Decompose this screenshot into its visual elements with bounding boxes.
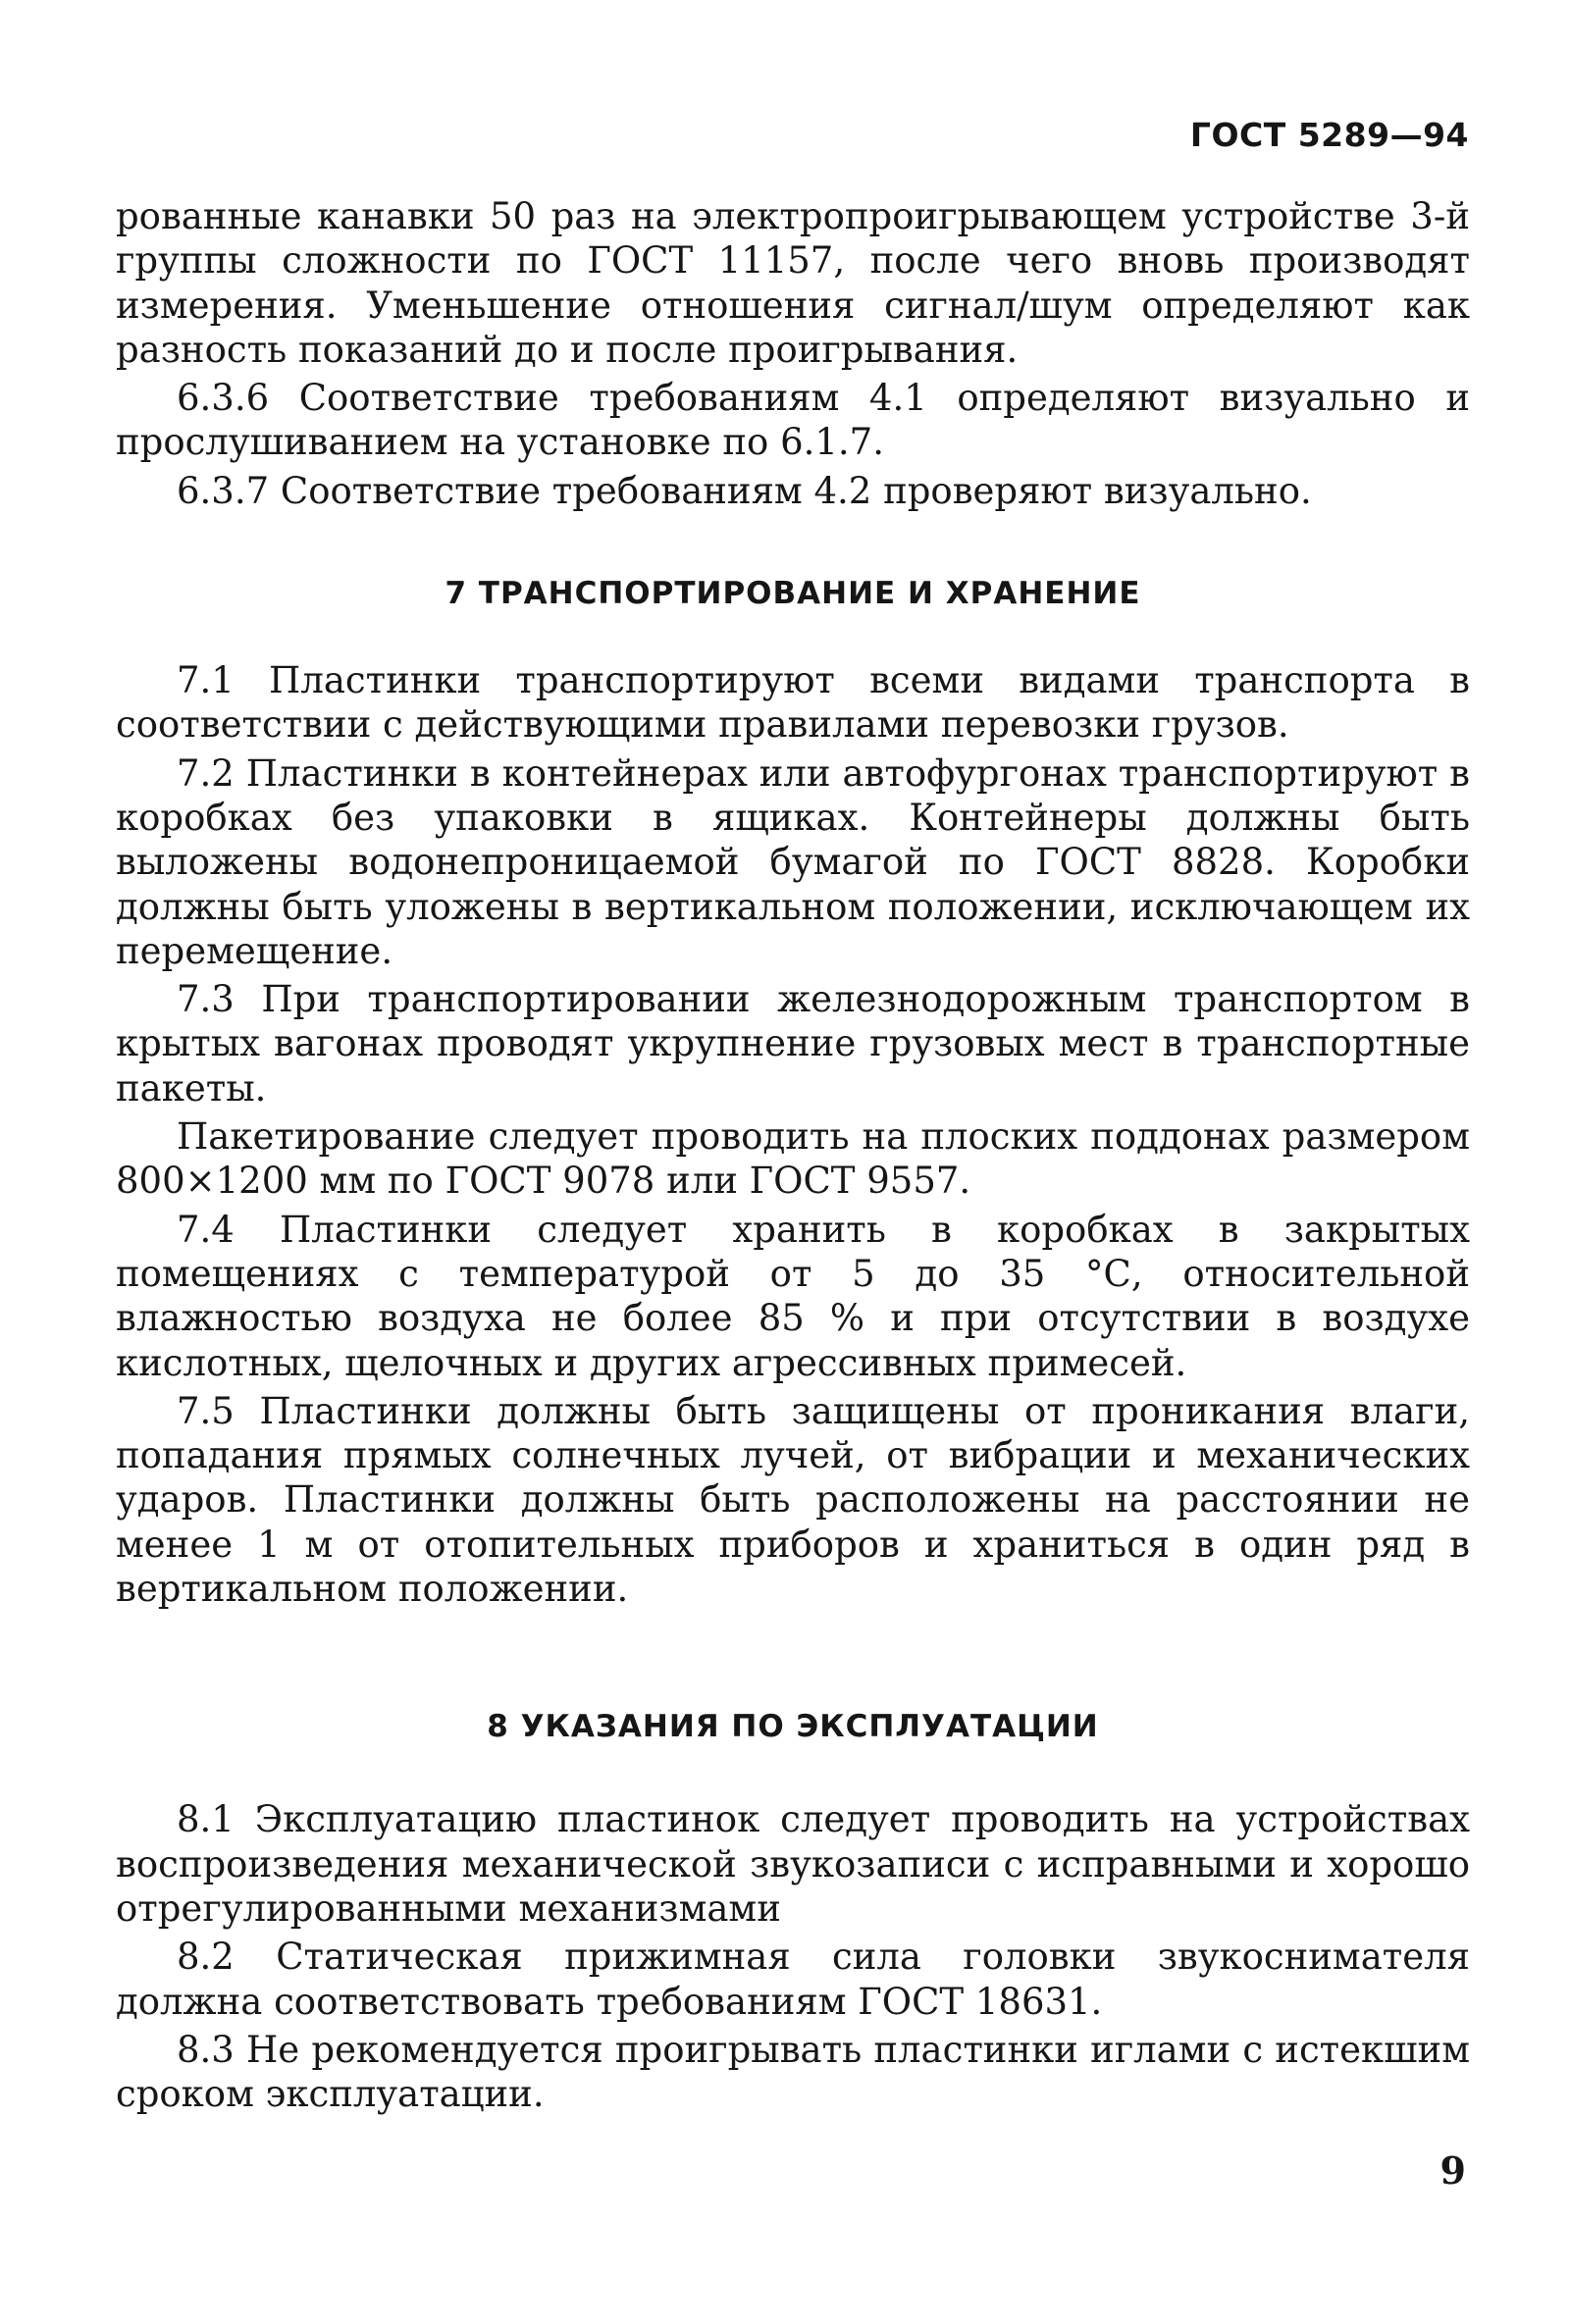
paragraph-7-4: 7.4 Пластинки следует хранить в коробках в закрытых помещениях с температурой от 5 до 35 °С, относительной влажностью воздуха не более 85 % и при отсутствии в воздухе кислотных, щелочных и других агрессивных примесей.: [116, 1208, 1470, 1384]
paragraph-8-3: 8.3 Не рекомендуется проигрывать пластинки иглами с истекшим сроком эксплуатации.: [116, 2028, 1470, 2116]
paragraph-8-1: 8.1 Эксплуатацию пластинок следует проводить на устройствах воспроизведения механической звукозаписи с исправными и хорошо отрегулированными механизмами: [116, 1798, 1470, 1930]
paragraph-8-2: 8.2 Статическая прижимная сила головки звукоснимателя должна соответствовать требованиям ГОСТ 18631.: [116, 1936, 1470, 2023]
paragraph-packaging: Пакетирование следует проводить на плоских поддонах размером 800×1200 мм по ГОСТ 9078 или ГОСТ 9557.: [116, 1115, 1470, 1203]
page-number: 9: [1439, 2148, 1466, 2193]
section-8-title: 8 УКАЗАНИЯ ПО ЭКСПЛУАТАЦИИ: [487, 1709, 1099, 1745]
paragraph-7-1: 7.1 Пластинки транспортируют всеми видами транспорта в соответствии с действующими правилами перевозки грузов.: [116, 659, 1470, 747]
paragraph-7-2: 7.2 Пластинки в контейнерах или автофургонах транспортируют в коробках без упаковки в ящиках. Контейнеры должны быть выложены водонепроницаемой бумагой по ГОСТ 8828. Коробки должны быть уложены в вертикальном положении, исключающем их перемещение.: [116, 751, 1470, 972]
paragraph-continued: рованные канавки 50 раз на электропроигрывающем устройстве 3-й группы сложности по ГОСТ 11157, после чего вновь производят измерения. Уменьшение отношения сигнал/шум определяют как разность показаний до и после проигрывания.: [116, 195, 1470, 371]
paragraph-6-3-7: 6.3.7 Соответствие требованиям 4.2 проверяют визуально.: [177, 469, 1312, 512]
paragraph-6-3-6: 6.3.6 Соответствие требованиям 4.1 определяют визуально и прослушиванием на установке по 6.1.7.: [116, 377, 1470, 464]
paragraph-7-5: 7.5 Пластинки должны быть защищены от проникания влаги, попадания прямых солнечных лучей, от вибрации и механических ударов. Пластинки должны быть расположены на расстоянии не менее 1 м от отопительных приборов и храниться в один ряд в вертикальном положении.: [116, 1389, 1470, 1611]
paragraph-7-3: 7.3 При транспортировании железнодорожным транспортом в крытых вагонах проводят укрупнение грузовых мест в транспортные пакеты.: [116, 978, 1470, 1110]
document-header: ГОСТ 5289—94: [1189, 116, 1469, 154]
page-body: [116, 194, 1470, 2120]
section-7-title: 7 ТРАНСПОРТИРОВАНИЕ И ХРАНЕНИЕ: [445, 576, 1141, 612]
